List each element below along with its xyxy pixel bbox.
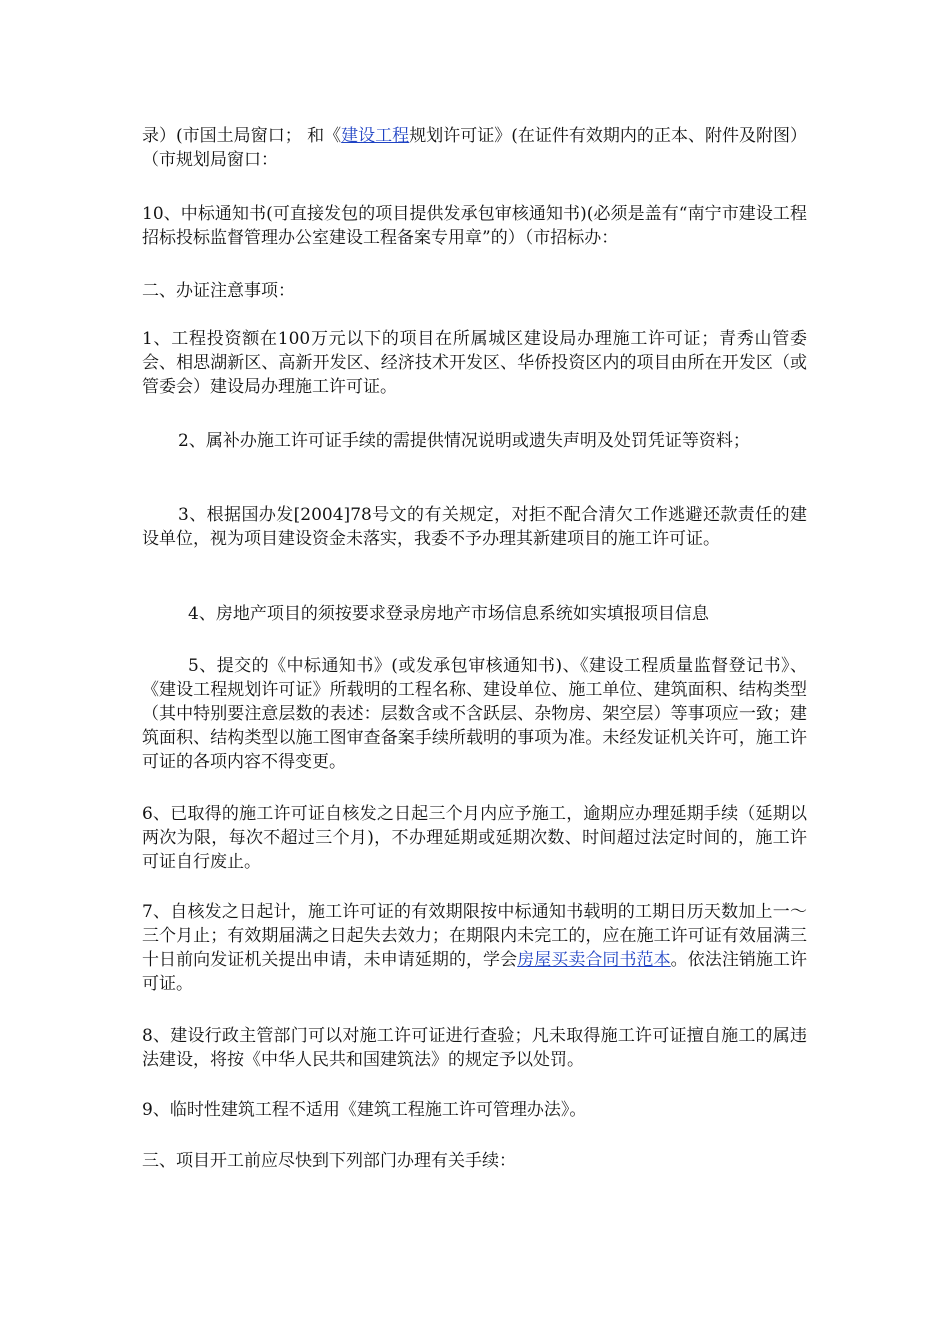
link-construction-project[interactable]: 建设工程 — [341, 126, 410, 146]
paragraph-note-3: 3、根据国办发[2004]78号文的有关规定，对拒不配合清欠工作逃避还款责任的建设单位，视为项目建设资金未落实，我委不予办理其新建项目的施工许可证。 — [142, 505, 807, 549]
paragraph-note-8: 8、建设行政主管部门可以对施工许可证进行查验；凡未取得施工许可证擅自施工的属违法建设，将按《中华人民共和国建筑法》的规定予以处罚。 — [142, 1026, 807, 1070]
paragraph-note-6: 6、已取得的施工许可证自核发之日起三个月内应予施工，逾期应办理延期手续（延期以两次为限，每次不超过三个月)，不办理延期或延期次数、时间超过法定时间的，施工许可证自行废止。 — [142, 804, 807, 872]
paragraph-note-2: 2、属补办施工许可证手续的需提供情况说明或遗失声明及处罚凭证等资料； — [178, 431, 750, 451]
paragraph-note-4: 4、房地产项目的须按要求登录房地产市场信息系统如实填报项目信息 — [188, 604, 709, 624]
paragraph-note-1: 1、工程投资额在100万元以下的项目在所属城区建设局办理施工许可证；青秀山管委会、相思湖新区、高新开发区、经济技术开发区、华侨投资区内的项目由所在开发区（或管委会）建设局办理施工许可证。 — [142, 329, 807, 397]
link-house-sale-contract-template[interactable]: 房屋买卖合同书范本 — [517, 950, 671, 970]
paragraph-note-9: 9、临时性建筑工程不适用《建筑工程施工许可管理办法》。 — [142, 1100, 587, 1120]
text-segment: 7、自核发之日起计，施工许可证的有效期限按中标通知书载明的工期日历天数加上一～三个月止；有效期届满之日起失去效力；在期限内未完工的，应在施工许可证有效届满三十日前向发证机关提出申请，未申请延期的，学会 — [142, 902, 807, 970]
paragraph-note-7 — [142, 900, 807, 996]
section-heading-notes: 二、办证注意事项： — [142, 281, 295, 301]
paragraph-window-offices — [142, 124, 807, 172]
section-heading-departments: 三、项目开工前应尽快到下列部门办理有关手续： — [142, 1151, 516, 1171]
text-segment: 规划许可证》(在证件有效期内的正本、附件及附图）（市规划局窗口： — [142, 126, 808, 170]
text-segment: 录）(市国土局窗口； 和《 — [142, 126, 342, 146]
paragraph-note-5: 5、提交的《中标通知书》(或发承包审核通知书)、《建设工程质量监督登记书》、《建设工程规划许可证》所载明的工程名称、建设单位、施工单位、建筑面积、结构类型（其中特别要注意层数的表述：层数含或不含跃层、杂物房、架空层）等事项应一致；建筑面积、结构类型以施工图审查备案手续所载明的事项为准。未经发证机关许可，施工许可证的各项内容不得变更。 — [142, 656, 807, 772]
text-segment: 。依法注销施工许可证。 — [142, 950, 808, 994]
paragraph-item-10: 10、中标通知书(可直接发包的项目提供发承包审核通知书)(必须是盖有“南宁市建设工程招标投标监督管理办公室建设工程备案专用章”的）（市招标办： — [142, 204, 807, 248]
